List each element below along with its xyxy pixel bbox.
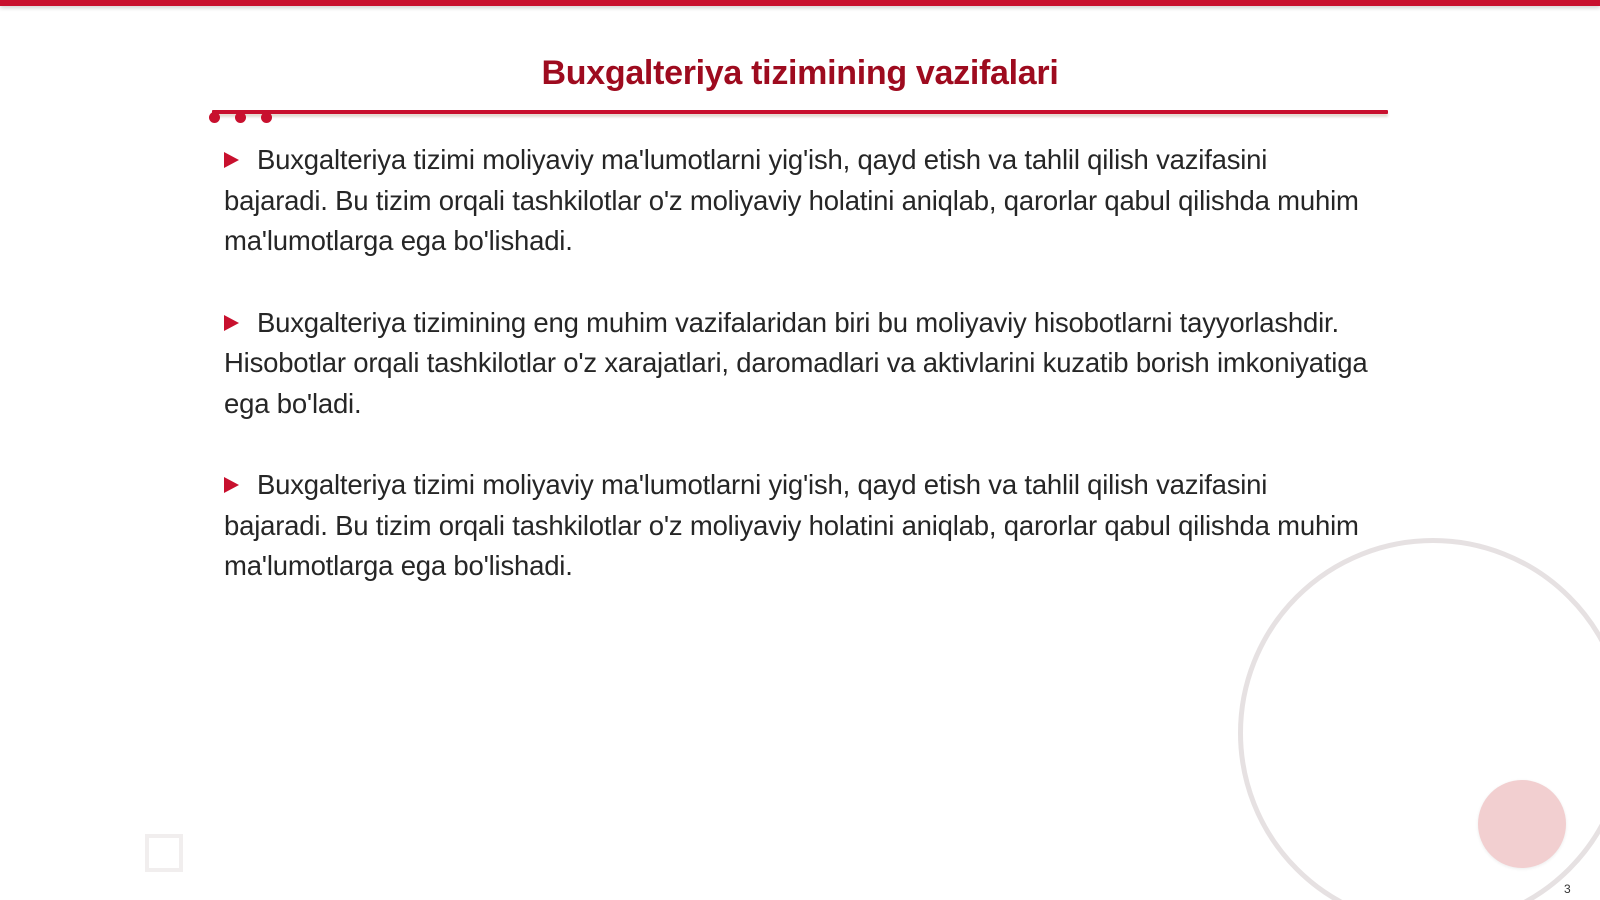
page-number: 3 xyxy=(1564,882,1571,896)
top-accent-bar xyxy=(0,0,1600,6)
title-underline-divider xyxy=(212,110,1388,114)
decorative-square-icon xyxy=(145,834,183,872)
triangle-right-bullet-icon xyxy=(224,152,239,168)
decorative-dot-icon xyxy=(261,112,272,123)
bullet-item xyxy=(224,465,1374,587)
decorative-circle-icon xyxy=(1478,780,1566,868)
bullet-list xyxy=(224,140,1374,628)
decorative-dot-icon xyxy=(209,112,220,123)
bullet-text: Buxgalteriya tizimi moliyaviy ma'lumotlarni yig'ish, qayd etish va tahlil qilish vazifasini bajaradi. Bu tizim orqali tashkilotlar o'z moliyaviy holatini aniqlab, qarorlar qabul qilishda muhim ma'lumotlarga ega bo'lishadi. xyxy=(224,144,1359,256)
bullet-text: Buxgalteriya tizimi moliyaviy ma'lumotlarni yig'ish, qayd etish va tahlil qilish vazifasini bajaradi. Bu tizim orqali tashkilotlar o'z moliyaviy holatini aniqlab, qarorlar qabul qilishda muhim ma'lumotlarga ega bo'lishadi. xyxy=(224,469,1359,581)
decorative-dot-icon xyxy=(235,112,246,123)
triangle-right-bullet-icon xyxy=(224,477,239,493)
bullet-item xyxy=(224,140,1374,262)
bullet-text: Buxgalteriya tizimining eng muhim vazifalaridan biri bu moliyaviy hisobotlarni tayyorlashdir. Hisobotlar orqali tashkilotlar o'z xarajatlari, daromadlari va aktivlarini kuzatib borish imkoniyatiga ega bo'ladi. xyxy=(224,306,1368,419)
triangle-right-bullet-icon xyxy=(224,315,239,331)
slide-title: Buxgalteriya tizimining vazifalari xyxy=(541,54,1059,92)
bullet-item xyxy=(224,303,1374,425)
